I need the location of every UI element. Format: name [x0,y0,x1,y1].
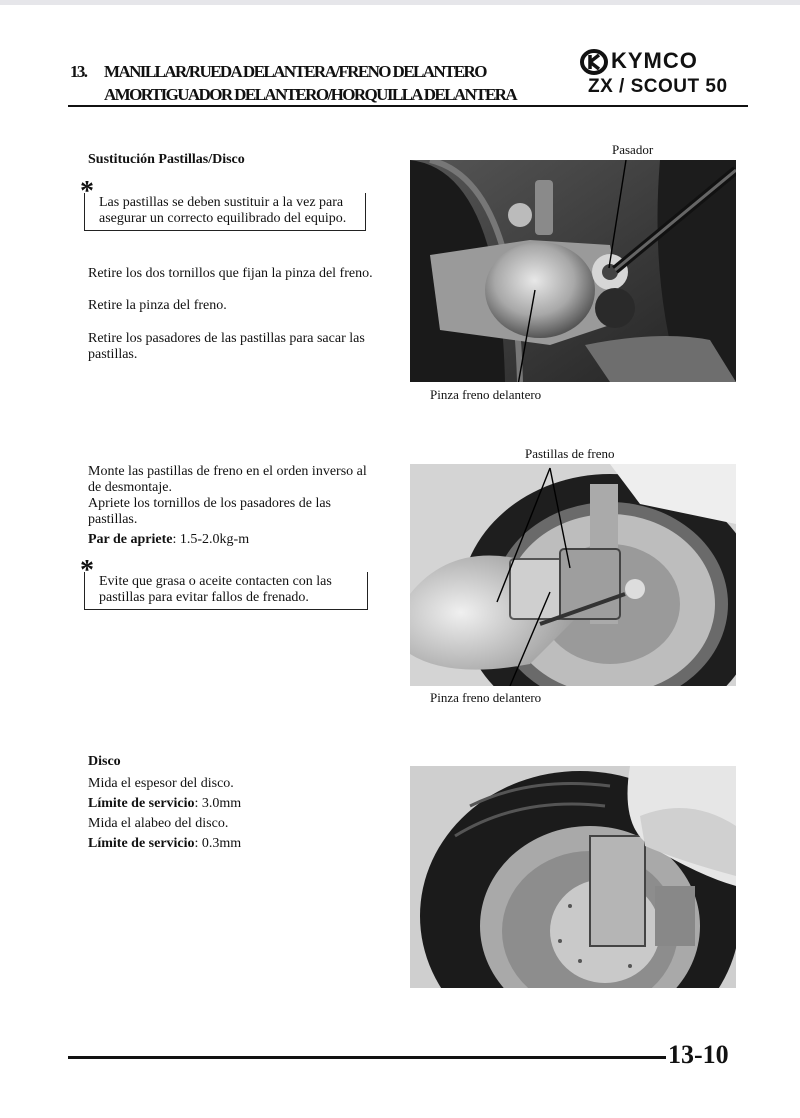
chapter-title-line2: AMORTIGUADOR DELANTERO/HORQUILLA DELANTERA [104,85,517,104]
photo-disc-measure [410,766,736,988]
instruction-tighten-pins: Apriete los tornillos de los pasadores de las pastillas. [88,496,332,527]
torque-spec [88,532,249,548]
footer-rule [68,1056,666,1059]
top-bar [0,0,800,5]
section-heading-disc: Disco [88,754,121,769]
chapter-title-line1: MANILLAR/RUEDA DELANTERA/FRENO DELANTERO [104,62,486,81]
instruction-install-pads: Monte las pastillas de freno en el orden inverso al de desmontaje. [88,464,367,495]
service-limit-value-2: : 0.3mm [194,836,242,851]
torque-value: : 1.5-2.0kg-m [172,532,250,547]
photo-brake-pads [410,464,736,686]
note-asterisk-2: * [80,555,94,586]
caption-front-caliper-1: Pinza freno delantero [430,387,542,402]
label-brake-pads: Pastillas de freno [525,446,615,461]
torque-label: Par de apriete [88,532,173,547]
model-name: ZX / SCOUT 50 [588,76,728,97]
disc-thickness: Mida el espesor del disco. [88,776,234,791]
photo-caliper-removal [410,160,736,382]
caption-front-caliper-2: Pinza freno delantero [430,690,542,705]
note-asterisk: * [80,176,94,207]
header-rule [68,105,748,107]
service-limit-thickness [88,796,241,812]
service-limit-label-2: Límite de servicio [88,836,195,851]
section-heading-pads-disc: Sustitución Pastillas/Disco [88,152,245,167]
service-limit-value-1: : 3.0mm [194,796,242,811]
note-text: Las pastillas se deben sustituir a la vez para asegurar un correcto equilibrado del equipo. [99,195,347,226]
instruction-remove-caliper: Retire la pinza del freno. [88,298,227,313]
service-limit-label-1: Límite de servicio [88,796,195,811]
instruction-remove-bolts: Retire los dos tornillos que fijan la pinza del freno. [88,266,373,281]
service-limit-warpage [88,836,241,852]
note-box-2 [84,572,368,610]
disc-warpage: Mida el alabeo del disco. [88,816,229,831]
note-text-2: Evite que grasa o aceite contacten con las pastillas para evitar fallos de frenado. [99,574,332,605]
chapter-number: 13. [70,62,87,81]
instruction-remove-pins: Retire los pasadores de las pastillas para sacar las pastillas. [88,331,365,362]
page-number: 13-10 [668,1040,729,1069]
brand-name: KYMCO [611,48,698,73]
label-pin: Pasador [612,142,654,157]
note-box [84,193,366,231]
